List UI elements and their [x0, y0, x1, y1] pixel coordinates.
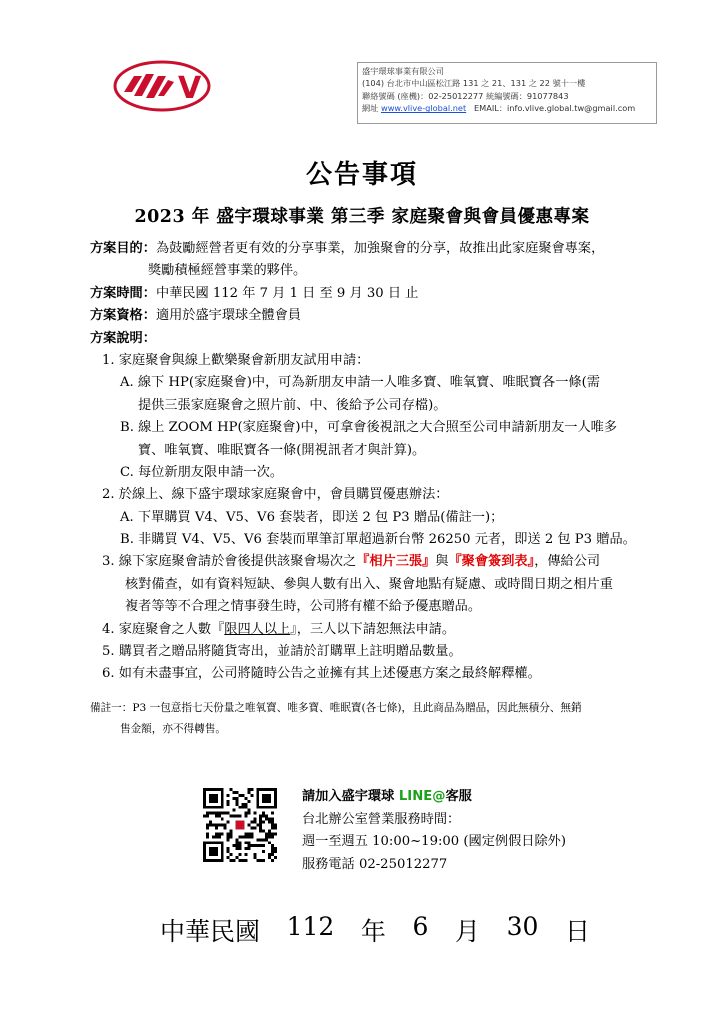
website-label: 網址 — [362, 103, 379, 114]
item-2: 2. 於線上、線下盛宇環球家庭聚會中，會員購買優惠辦法： — [102, 487, 449, 503]
item-3-post: ，傳給公司 — [534, 554, 601, 570]
announcement-date — [160, 912, 590, 948]
footnote — [90, 698, 680, 740]
contact-block — [302, 786, 566, 876]
line-qr-code[interactable] — [203, 788, 277, 862]
item-3-pre: 3. 線下家庭聚會請於會後提供該聚會場次之 — [102, 554, 357, 570]
date-month: 6 — [412, 912, 429, 941]
item-5: 5. 購買者之贈品將隨貨寄出，並請於訂購單上註明贈品數量。 — [102, 644, 462, 660]
page-title: 公告事項 — [305, 160, 418, 190]
company-email: EMAIL：info.vlive.global.tw@gmail.com — [474, 103, 636, 114]
item-3-line-3: 複者等等不合理之情事發生時，公司將有權不給予優惠贈品。 — [125, 599, 482, 615]
item-4-underlined: 限四人以上 — [224, 621, 291, 637]
item-1b-line-2: 寶、唯氧寶、唯眠寶各一條(開視訊者才與計算)。 — [138, 442, 426, 458]
item-3-mid: 與 — [435, 554, 449, 570]
website-link[interactable]: www.vlive-global.net — [381, 103, 467, 114]
company-name: 盛宇環球事業有限公司 — [362, 66, 444, 76]
company-phones: 聯絡號碼 (座機)：02-25012277 統編號碼：91077843 — [362, 90, 569, 101]
footnote-line-2: 售金額，亦不得轉售。 — [120, 723, 226, 735]
period-label: 方案時間： — [90, 285, 156, 301]
item-3-photos: 『相片三張』 — [356, 554, 436, 570]
purpose-line — [90, 238, 680, 260]
date-day-unit: 日 — [564, 917, 590, 946]
company-address: (104) 台北市中山區松江路 131 之 21、131 之 22 號十一樓 — [362, 78, 586, 89]
date-era: 中華民國 — [160, 917, 261, 946]
item-1b-line-1: B. 線上 ZOOM HP(家庭聚會)中，可拿會後視訊之大合照至公司申請新朋友一人唯多 — [120, 420, 618, 436]
qr-code-image — [203, 788, 277, 862]
contact-line-3: 週一至週五 10:00~19:00 (國定例假日除外) — [302, 834, 566, 849]
item-3-signin: 『聚會簽到表』 — [448, 554, 535, 570]
company-web-line — [362, 102, 652, 114]
date-month-unit: 月 — [454, 917, 480, 946]
page-subtitle: 2023 年 盛宇環球事業 第三季 家庭聚會與會員優惠專案 — [134, 207, 590, 227]
item-3-line-1 — [90, 551, 680, 573]
item-4-post: 』，三人以下請恕無法申請。 — [290, 621, 456, 637]
item-2b: B. 非購買 V4、V5、V6 套裝而單筆訂單超過新台幣 26250 元者，即送 2 包 P3 贈品。 — [120, 532, 636, 548]
item-1: 1. 家庭聚會與線上歡樂聚會新朋友試用申請： — [102, 352, 370, 368]
purpose-text-2: 獎勵積極經營事業的夥伴。 — [148, 263, 307, 279]
company-info-box — [357, 62, 657, 124]
qualify-line — [90, 305, 680, 327]
item-6: 6. 如有未盡事宜，公司將隨時公告之並擁有其上述優惠方案之最終解釋權。 — [102, 666, 541, 682]
purpose-label: 方案目的： — [90, 241, 156, 256]
period-line — [90, 283, 680, 305]
qualify-label: 方案資格： — [90, 308, 156, 324]
contact-line-1 — [302, 786, 566, 809]
contact-join-pre: 請加入盛宇環球 — [302, 789, 399, 804]
period-text: 中華民國 112 年 7 月 1 日 至 9 月 30 日 止 — [155, 285, 419, 301]
item-1a-line-1: A. 線下 HP(家庭聚會)中，可為新朋友申請一人唯多寶、唯氧寶、唯眠寶各一條(需 — [120, 375, 600, 391]
footnote-line-1: 備註一：P3 一包意指七天份量之唯氧寶、唯多寶、唯眠寶(各七條)，且此商品為贈品，因此無積分、無銷 — [90, 702, 582, 714]
contact-line-2: 台北辦公室營業服務時間： — [302, 811, 461, 827]
desc-label: 方案說明： — [90, 330, 156, 346]
item-1a-line-2: 提供三張家庭聚會之照片前、中、後給予公司存檔)。 — [138, 397, 447, 413]
logo-letter: V — [178, 71, 202, 106]
contact-line-at: LINE@ — [398, 789, 446, 804]
contact-line-4: 服務電話 02-25012277 — [302, 856, 448, 872]
qualify-text: 適用於盛宇環球全體會員 — [155, 308, 301, 324]
announcement-body — [90, 238, 680, 686]
item-1c: C. 每位新朋友限申請一次。 — [120, 464, 284, 480]
contact-join-post: 客服 — [445, 789, 472, 804]
item-3-line-2: 核對備查，如有資料短缺、參與人數有出入、聚會地點有疑慮、或時間日期之相片重 — [125, 576, 613, 592]
logo-mark — [112, 58, 212, 114]
item-4-pre: 4. 家庭聚會之人數『 — [102, 621, 225, 637]
purpose-text-1: 為鼓勵經營者更有效的分享事業，加強聚會的分享，故推出此家庭聚會專案， — [155, 241, 605, 256]
item-2a: A. 下單購買 V4、V5、V6 套裝者，即送 2 包 P3 贈品(備註一)； — [120, 509, 504, 525]
item-4 — [90, 619, 680, 641]
company-logo — [112, 58, 212, 114]
date-year: 112 — [286, 912, 335, 941]
date-day: 30 — [506, 912, 539, 941]
date-year-unit: 年 — [360, 917, 386, 946]
desc-line — [90, 328, 680, 350]
